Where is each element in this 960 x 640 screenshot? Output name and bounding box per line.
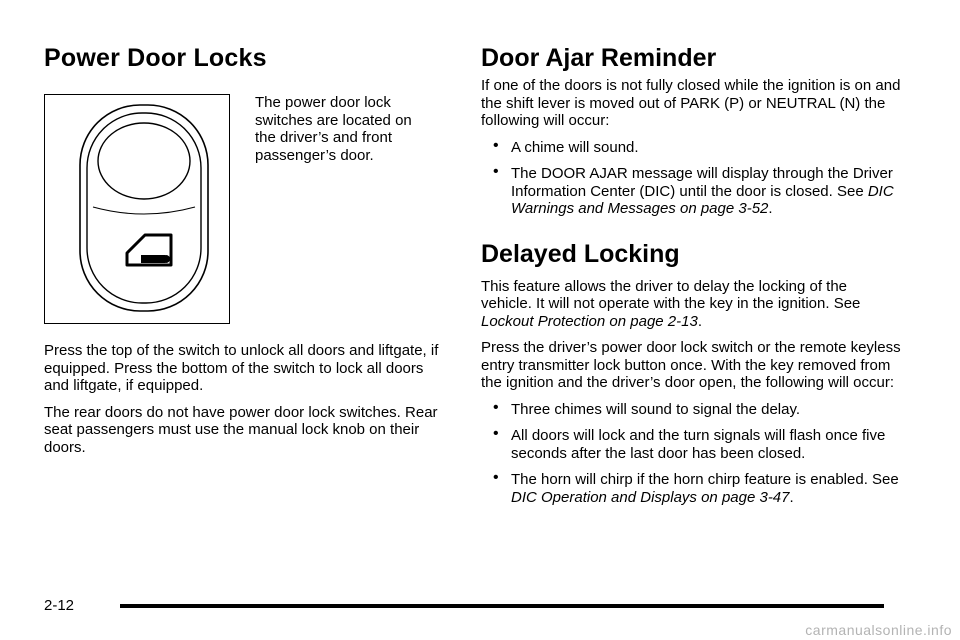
paragraph-text-end: . xyxy=(697,312,702,330)
door-ajar-list xyxy=(481,136,901,218)
list-item-text: Three chimes will sound to signal the delay. xyxy=(511,400,801,418)
bullet-icon: • xyxy=(493,469,499,486)
door-ajar-heading: Door Ajar Reminder xyxy=(481,44,717,72)
unlock-lock-instructions: Press the top of the switch to unlock all doors and liftgate, if equipped. Press the bottom of the switch to lock all doors and liftgate, if equipped. xyxy=(44,342,439,394)
list-item xyxy=(481,136,901,157)
list-item-text: All doors will lock and the turn signals will flash once five seconds after the last door has been closed. xyxy=(511,427,886,462)
footer-divider xyxy=(120,604,884,608)
rear-doors-note: The rear doors do not have power door lock switches. Rear seat passengers must use the manual lock knob on their doors. xyxy=(44,403,438,456)
bullet-icon: • xyxy=(493,136,499,154)
list-item xyxy=(481,398,901,419)
list-item-text-end: . xyxy=(789,488,794,506)
watermark: carmanualsonline.info xyxy=(805,622,952,638)
cross-reference-link[interactable]: DIC Operation and Displays on page 3-47 xyxy=(511,488,790,506)
cross-reference-link[interactable]: DIC Warnings and Messages on page 3-52 xyxy=(511,182,894,217)
list-item-text: The horn will chirp if the horn chirp feature is enabled. See xyxy=(511,471,899,488)
switch-location-paragraph: The power door lock switches are located on the driver’s and front passenger’s door. xyxy=(255,94,412,164)
figure-row xyxy=(44,94,449,326)
bullet-icon: • xyxy=(493,398,499,416)
right-column xyxy=(481,40,901,506)
door-lock-switch-figure xyxy=(44,94,230,324)
list-item xyxy=(481,427,901,462)
delayed-locking-heading: Delayed Locking xyxy=(481,239,680,268)
bullet-icon: • xyxy=(493,163,499,180)
delayed-locking-intro xyxy=(481,278,901,331)
delayed-locking-instructions: Press the driver’s power door lock switch or the remote keyless entry transmitter lock button once. With the key removed from the ignition and the driver’s door open, the following will occur: xyxy=(481,339,901,391)
switch-location-text xyxy=(255,94,430,164)
door-lock-switch-icon xyxy=(45,95,228,322)
list-item-text: A chime will sound. xyxy=(511,138,639,156)
list-item xyxy=(481,471,901,506)
lock-door-symbol-icon xyxy=(127,235,171,265)
list-item-text-end: . xyxy=(768,200,773,217)
cross-reference-link[interactable]: Lockout Protection on page 2-13 xyxy=(481,312,698,330)
door-ajar-intro: If one of the doors is not fully closed while the ignition is on and the shift lever is moved out of PARK (P) or NEUTRAL (N) the following will occur: xyxy=(481,77,901,129)
left-column xyxy=(44,40,449,456)
list-item-text: The DOOR AJAR message will display through the Driver Information Center (DIC) until the door is closed. See xyxy=(511,165,893,200)
bullet-icon: • xyxy=(493,425,499,442)
delayed-locking-section xyxy=(481,236,901,507)
list-item xyxy=(481,165,901,218)
paragraph-text: This feature allows the driver to delay the locking of the vehicle. It will not operate with the key in the ignition. See xyxy=(481,277,861,312)
page-number: 2-12 xyxy=(44,597,75,614)
delayed-locking-list xyxy=(481,398,901,507)
power-door-locks-heading: Power Door Locks xyxy=(44,44,267,72)
